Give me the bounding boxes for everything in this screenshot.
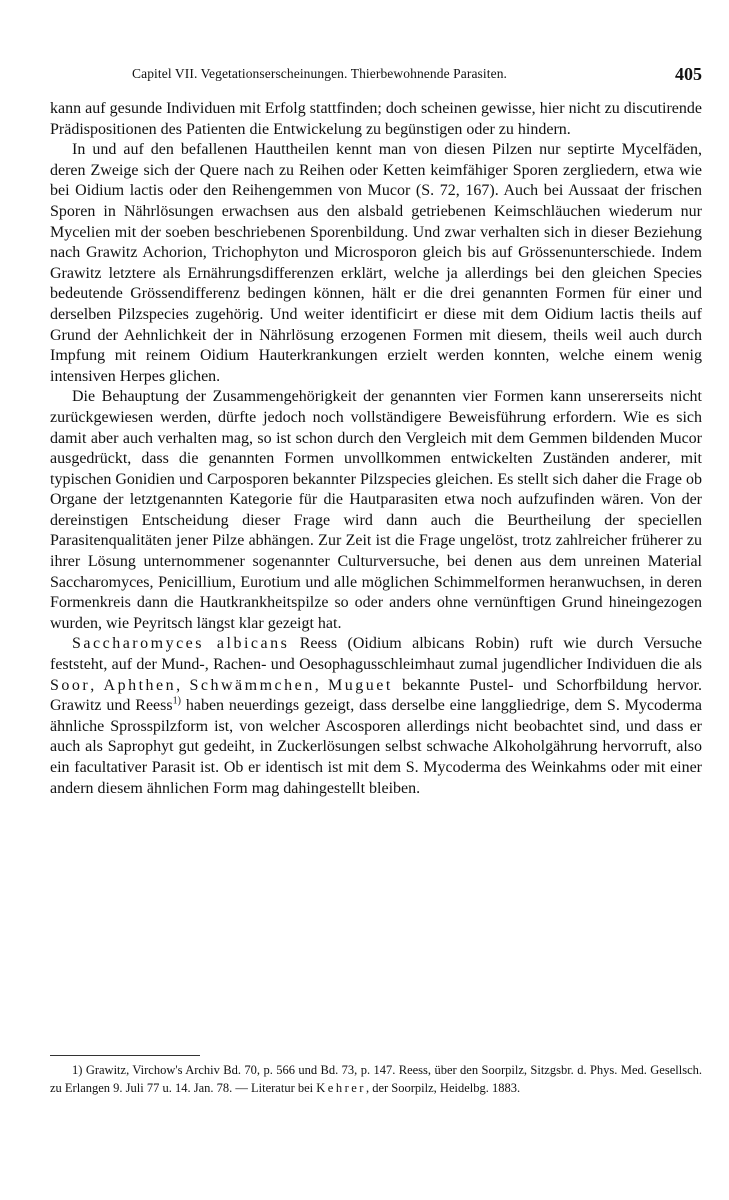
term-soor: Soor xyxy=(50,676,91,694)
footnote xyxy=(50,1061,702,1097)
paragraph-4-text-1: Reess (Oidium albicans Robin) ruft wie durch Versuche feststeht, auf der Mund-, Rachen- und Oesophagusschleimhaut zumal jugendlicher Individuen die als xyxy=(50,635,702,674)
footnote-text-2: , der Soorpilz, Heidelbg. 1883. xyxy=(365,1081,521,1095)
term-aphthen: Aphthen xyxy=(103,676,177,694)
term-muguet: Muguet xyxy=(328,676,393,694)
running-header xyxy=(52,64,702,86)
footnote-text xyxy=(50,1061,702,1097)
running-title: Capitel VII. Vegetationserscheinungen. Thierbewohnende Parasiten. xyxy=(132,66,508,81)
page-number: 405 xyxy=(675,64,702,84)
term-schwaemmchen: Schwämmchen xyxy=(189,676,315,694)
paragraph-2: In und auf den befallenen Hauttheilen kennt man von diesen Pilzen nur septirte Mycelfäden, deren Zweige sich der Quere nach zu Reihen oder Ketten keimfähiger Sporen zergliedern, etwa wie bei Oidium lactis oder den Reihengemmen von Mucor (S. 72, 167). Auch bei Aussaat der frischen Sporen in Nährlösungen erwachsen aus den alsbald getriebenen Keimschläuchen wiederum nur Mycelien mit der soeben beschriebenen Sporenbildung. Und zwar verhalten sich in dieser Beziehung nach Grawitz Achorion, Trichophyton und Microsporon gleich bis auf Grössenunterschiede. Indem Grawitz letztere als Ernährungsdifferenzen erklärt, welche ja allerdings bei den gleichen Species bedeutende Grössendifferenz bedingen können, hält er die drei genannten Formen für einer und derselben Pilzspecies zugehörig. Und weiter identificirt er diese mit dem Oidium lactis theils auf Grund der Aehnlichkeit der in Nährlösung erzogenen Formen mit diesem, theils weil auch durch Impfung mit reinem Oidium Hauterkrankungen erzielt werden konnten, welche einem wenig intensiven Herpes glichen. xyxy=(50,141,702,385)
paragraph-3: Die Behauptung der Zusammengehörigkeit der genannten vier Formen kann unsererseits nicht zurückgewiesen werden, dürfte jedoch noch vollständigere Beweisführung erfordern. Wie es sich damit aber auch verhalten mag, so ist schon durch den Vergleich mit dem Gemmen bildenden Mucor ausgedrückt, dass die genannten Formen unvollkommen entwickelten Zuständen anderer, mit typischen Gonidien und Carposporen bekannter Pilzspecies gleichen. Es stellt sich daher die Frage ob Organe der letztgenannten Kategorie für die Hautparasiten etwa noch aufzufinden wären. Von der dereinstigen Entscheidung dieser Frage wird dann auch die Beurtheilung der speciellen Parasitenqualitäten jener Pilze abhängen. Zur Zeit ist die Frage ungelöst, trotz zahlreicher früherer zu ihrer Lösung unternommener sogenannter Culturversuche, bei denen aus dem unreinen Material Saccharomyces, Penicillium, Eurotium und alle möglichen Schimmelformen heranwuchsen, in deren Formenkreis dann die Hautkrankheitspilze so oder anders ohne vernünftigen Grund hineingezogen wurden, wie Peyritsch längst klar gezeigt hat. xyxy=(50,388,702,632)
paragraph-4-text-2: bekannte Pustel- und Schorfbildung hervor. Grawitz und Reess xyxy=(50,676,702,715)
footnote-reference: 1) xyxy=(172,695,181,707)
separator: , xyxy=(314,676,329,694)
paragraph-1: kann auf gesunde Individuen mit Erfolg stattfinden; doch scheinen gewisse, hier nicht zu discutirende Prädispositionen des Patienten die Entwickelung zu begünstigen oder zu hindern. xyxy=(50,100,702,138)
paragraph-4-text-3: haben neuerdings gezeigt, dass derselbe eine langgliedrige, dem S. Mycoderma ähnliche Sprosspilzform ist, von welcher Ascosporen allerdings nicht beobachtet sind, und dass er auch als Saprophyt gut gedeiht, in Zuckerlösungen selbst schwache Alkoholgährung hervorruft, also ein facultativer Parasit ist. Ob er identisch ist mit dem S. Mycoderma des Weinkahms oder mit einer andern diesem ähnlichen Form mag dahingestellt bleiben. xyxy=(50,697,703,797)
footnote-author-spaced: Kehrer xyxy=(316,1081,366,1095)
paragraph-4 xyxy=(50,634,702,799)
body-text xyxy=(50,99,702,799)
species-name-spaced: Saccharomyces albicans xyxy=(72,635,290,653)
footnote-divider xyxy=(50,1055,200,1056)
separator: , xyxy=(176,676,190,694)
footnote-text-1: 1) Grawitz, Virchow's Archiv Bd. 70, p. 566 und Bd. 73, p. 147. Reess, über den Soorpilz, Sitzgsbr. d. Phys. Med. Gesellsch. zu Erlangen 9. Juli 77 u. 14. Jan. 78. — Literatur bei xyxy=(50,1063,702,1095)
separator: , xyxy=(90,676,104,694)
